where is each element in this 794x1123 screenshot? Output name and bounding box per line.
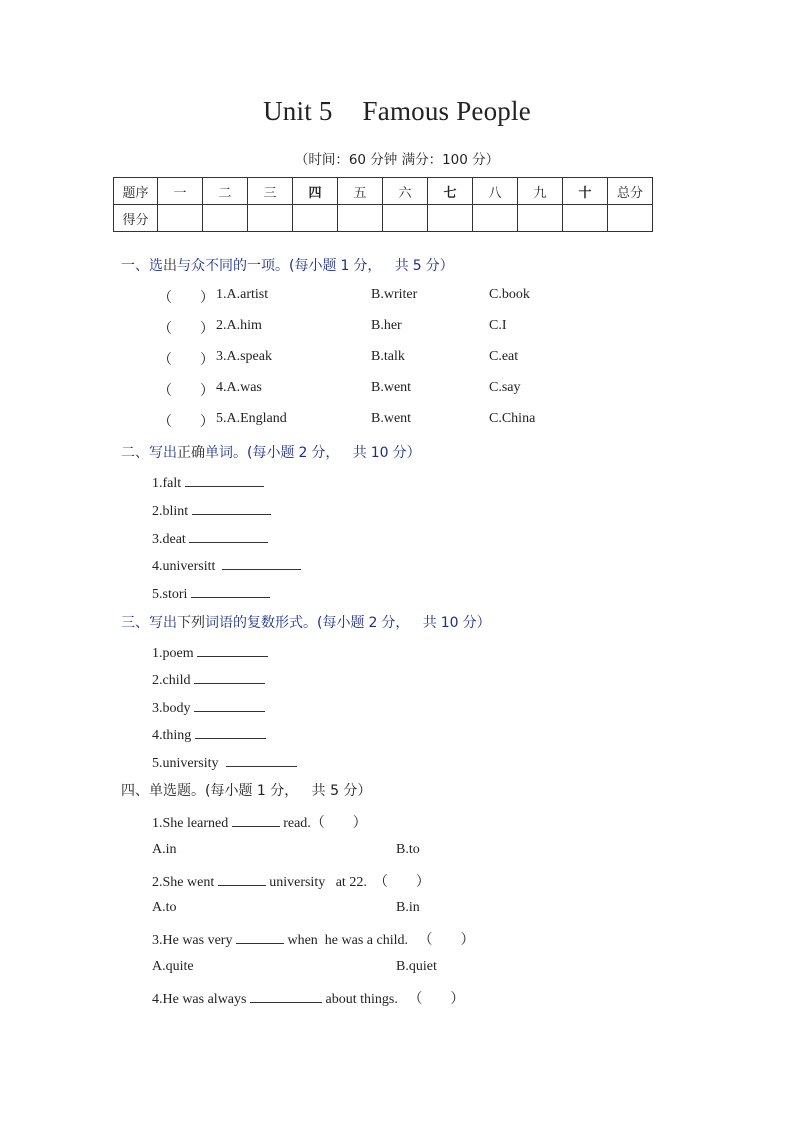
section2-heading: 二、写出正确单词。(每小题 2 分， 共 10 分）	[121, 445, 421, 461]
answer-paren[interactable]: （ ）	[373, 875, 430, 890]
score-cell: 六	[383, 178, 428, 205]
section1-heading: 一、选出与众不同的一项。(每小题 1 分， 共 5 分）	[121, 258, 454, 274]
score-cell: 总分	[608, 178, 653, 205]
answer-blank[interactable]	[236, 929, 284, 944]
exam-info: （时间：60 分钟 满分：100 分）	[294, 152, 500, 168]
answer-paren[interactable]: （ ）	[158, 353, 214, 368]
option-b: B.went	[371, 411, 412, 426]
mc-option-b: B.quiet	[396, 959, 437, 974]
score-cell: 二	[203, 178, 248, 205]
answer-paren[interactable]: （ ）	[158, 384, 214, 399]
score-input-cell[interactable]	[338, 205, 383, 232]
score-cell: 七	[428, 178, 473, 205]
mc-question-2: 2.She went university at 22. （ ）	[152, 871, 430, 891]
score-cell: 四	[293, 178, 338, 205]
answer-paren[interactable]: （ ）	[158, 322, 214, 337]
answer-blank[interactable]	[197, 642, 268, 657]
option-b: B.talk	[371, 349, 405, 364]
answer-paren[interactable]: （ ）	[310, 816, 367, 831]
title-unit: Unit 5	[263, 96, 333, 126]
score-input-cell[interactable]	[473, 205, 518, 232]
answer-blank[interactable]	[222, 555, 301, 570]
plural-item: 5.university	[152, 752, 297, 772]
answer-blank[interactable]	[185, 472, 264, 487]
score-input-cell[interactable]	[203, 205, 248, 232]
mc-question-3: 3.He was very when he was a child. （ ）	[152, 929, 475, 949]
answer-blank[interactable]	[250, 988, 322, 1003]
option-b: B.her	[371, 318, 402, 333]
mc-option-b: B.to	[396, 842, 420, 857]
option-b: B.writer	[371, 287, 418, 302]
answer-blank[interactable]	[195, 724, 266, 739]
mc-question-4: 4.He was always about things. （ ）	[152, 988, 464, 1008]
score-input-cell[interactable]	[518, 205, 563, 232]
score-input-cell[interactable]	[563, 205, 608, 232]
score-cell: 九	[518, 178, 563, 205]
mc-option-a: A.to	[152, 900, 177, 915]
answer-paren[interactable]: （ ）	[418, 933, 475, 948]
plural-item: 1.poem	[152, 642, 268, 662]
option-b: B.went	[371, 380, 412, 395]
score-input-cell[interactable]	[608, 205, 653, 232]
answer-paren[interactable]: （ ）	[158, 291, 214, 306]
spelling-item: 1.falt	[152, 472, 264, 492]
score-table	[113, 177, 653, 232]
answer-blank[interactable]	[226, 752, 297, 767]
title-topic: Famous People	[362, 96, 531, 126]
section4-heading: 四、单选题。(每小题 1 分， 共 5 分）	[121, 783, 372, 799]
mc-option-a: A.in	[152, 842, 177, 857]
option-a: 1.A.artist	[216, 287, 269, 302]
plural-item: 2.child	[152, 669, 265, 689]
score-cell: 题序	[114, 178, 158, 205]
mc-option-a: A.quite	[152, 959, 194, 974]
score-cell: 八	[473, 178, 518, 205]
option-c: C.say	[489, 380, 521, 395]
score-cell: 三	[248, 178, 293, 205]
option-a: 4.A.was	[216, 380, 262, 395]
score-input-cell[interactable]	[383, 205, 428, 232]
score-cell: 一	[158, 178, 203, 205]
answer-blank[interactable]	[192, 500, 271, 515]
section3-heading: 三、写出下列词语的复数形式。(每小题 2 分， 共 10 分）	[121, 615, 491, 631]
score-input-cell[interactable]	[428, 205, 473, 232]
score-cell: 五	[338, 178, 383, 205]
option-c: C.book	[489, 287, 530, 302]
score-table-header-row	[114, 178, 653, 205]
score-label: 得分	[114, 205, 158, 232]
page-title	[0, 96, 794, 127]
answer-blank[interactable]	[218, 871, 266, 886]
option-a: 2.A.him	[216, 318, 262, 333]
plural-item: 3.body	[152, 697, 265, 717]
score-table-score-row	[114, 205, 653, 232]
answer-blank[interactable]	[194, 669, 265, 684]
spelling-item: 3.deat	[152, 528, 268, 548]
score-input-cell[interactable]	[293, 205, 338, 232]
option-a: 3.A.speak	[216, 349, 272, 364]
answer-blank[interactable]	[232, 812, 280, 827]
score-cell: 十	[563, 178, 608, 205]
spelling-item: 5.stori	[152, 583, 270, 603]
answer-paren[interactable]: （ ）	[158, 415, 214, 430]
option-c: C.China	[489, 411, 536, 426]
spelling-item: 2.blint	[152, 500, 271, 520]
answer-blank[interactable]	[189, 528, 268, 543]
score-input-cell[interactable]	[248, 205, 293, 232]
option-c: C.I	[489, 318, 507, 333]
option-a: 5.A.England	[216, 411, 287, 426]
spelling-item: 4.universitt	[152, 555, 301, 575]
answer-blank[interactable]	[194, 697, 265, 712]
mc-question-1: 1.She learned read.（ ）	[152, 812, 367, 832]
answer-blank[interactable]	[191, 583, 270, 598]
option-c: C.eat	[489, 349, 519, 364]
score-input-cell[interactable]	[158, 205, 203, 232]
mc-option-b: B.in	[396, 900, 420, 915]
plural-item: 4.thing	[152, 724, 266, 744]
answer-paren[interactable]: （ ）	[408, 992, 465, 1007]
